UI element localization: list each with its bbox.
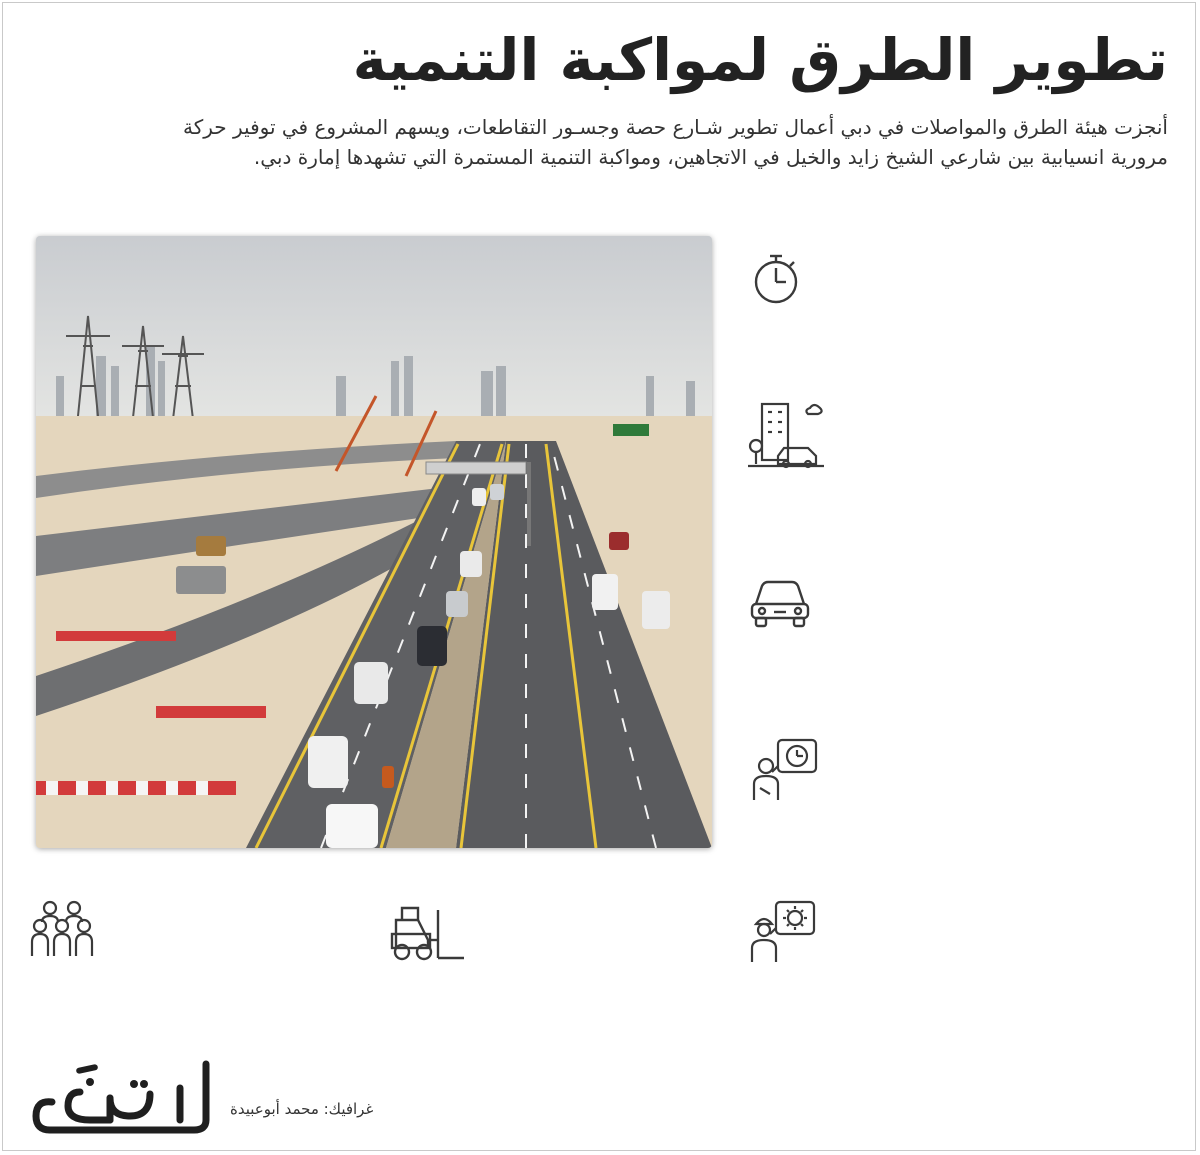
forklift-icon (388, 904, 466, 968)
albayan-logo-mark (30, 1058, 220, 1138)
building-car-icon (748, 398, 824, 474)
worker-clock-icon (748, 738, 820, 808)
people-group-icon (30, 898, 94, 966)
intro-line-2: مرورية انسيابية بين شارعي الشيخ زايد والخيل في الاتجاهين، ومواكبة التنمية المستمرة التي تشهدها إمارة دبي. (253, 145, 1168, 169)
car-icon (748, 574, 812, 634)
albayan-logo (30, 1058, 220, 1142)
road-photo-illustration (36, 236, 712, 848)
road-project-photo (36, 236, 712, 848)
graphic-credit: غرافيك: محمد أبوعبيدة (230, 1100, 374, 1118)
stopwatch-icon (748, 250, 804, 310)
engineer-gear-icon (748, 900, 816, 970)
intro-line-1: أنجزت هيئة الطرق والمواصلات في دبي أعمال تطوير شـارع حصة وجسـور التقاطعات، ويسهم المشروع في توفير حركة (183, 115, 1168, 139)
intro-paragraph (28, 112, 1168, 172)
page-title: تطوير الطرق لمواكبة التنمية (352, 26, 1168, 94)
